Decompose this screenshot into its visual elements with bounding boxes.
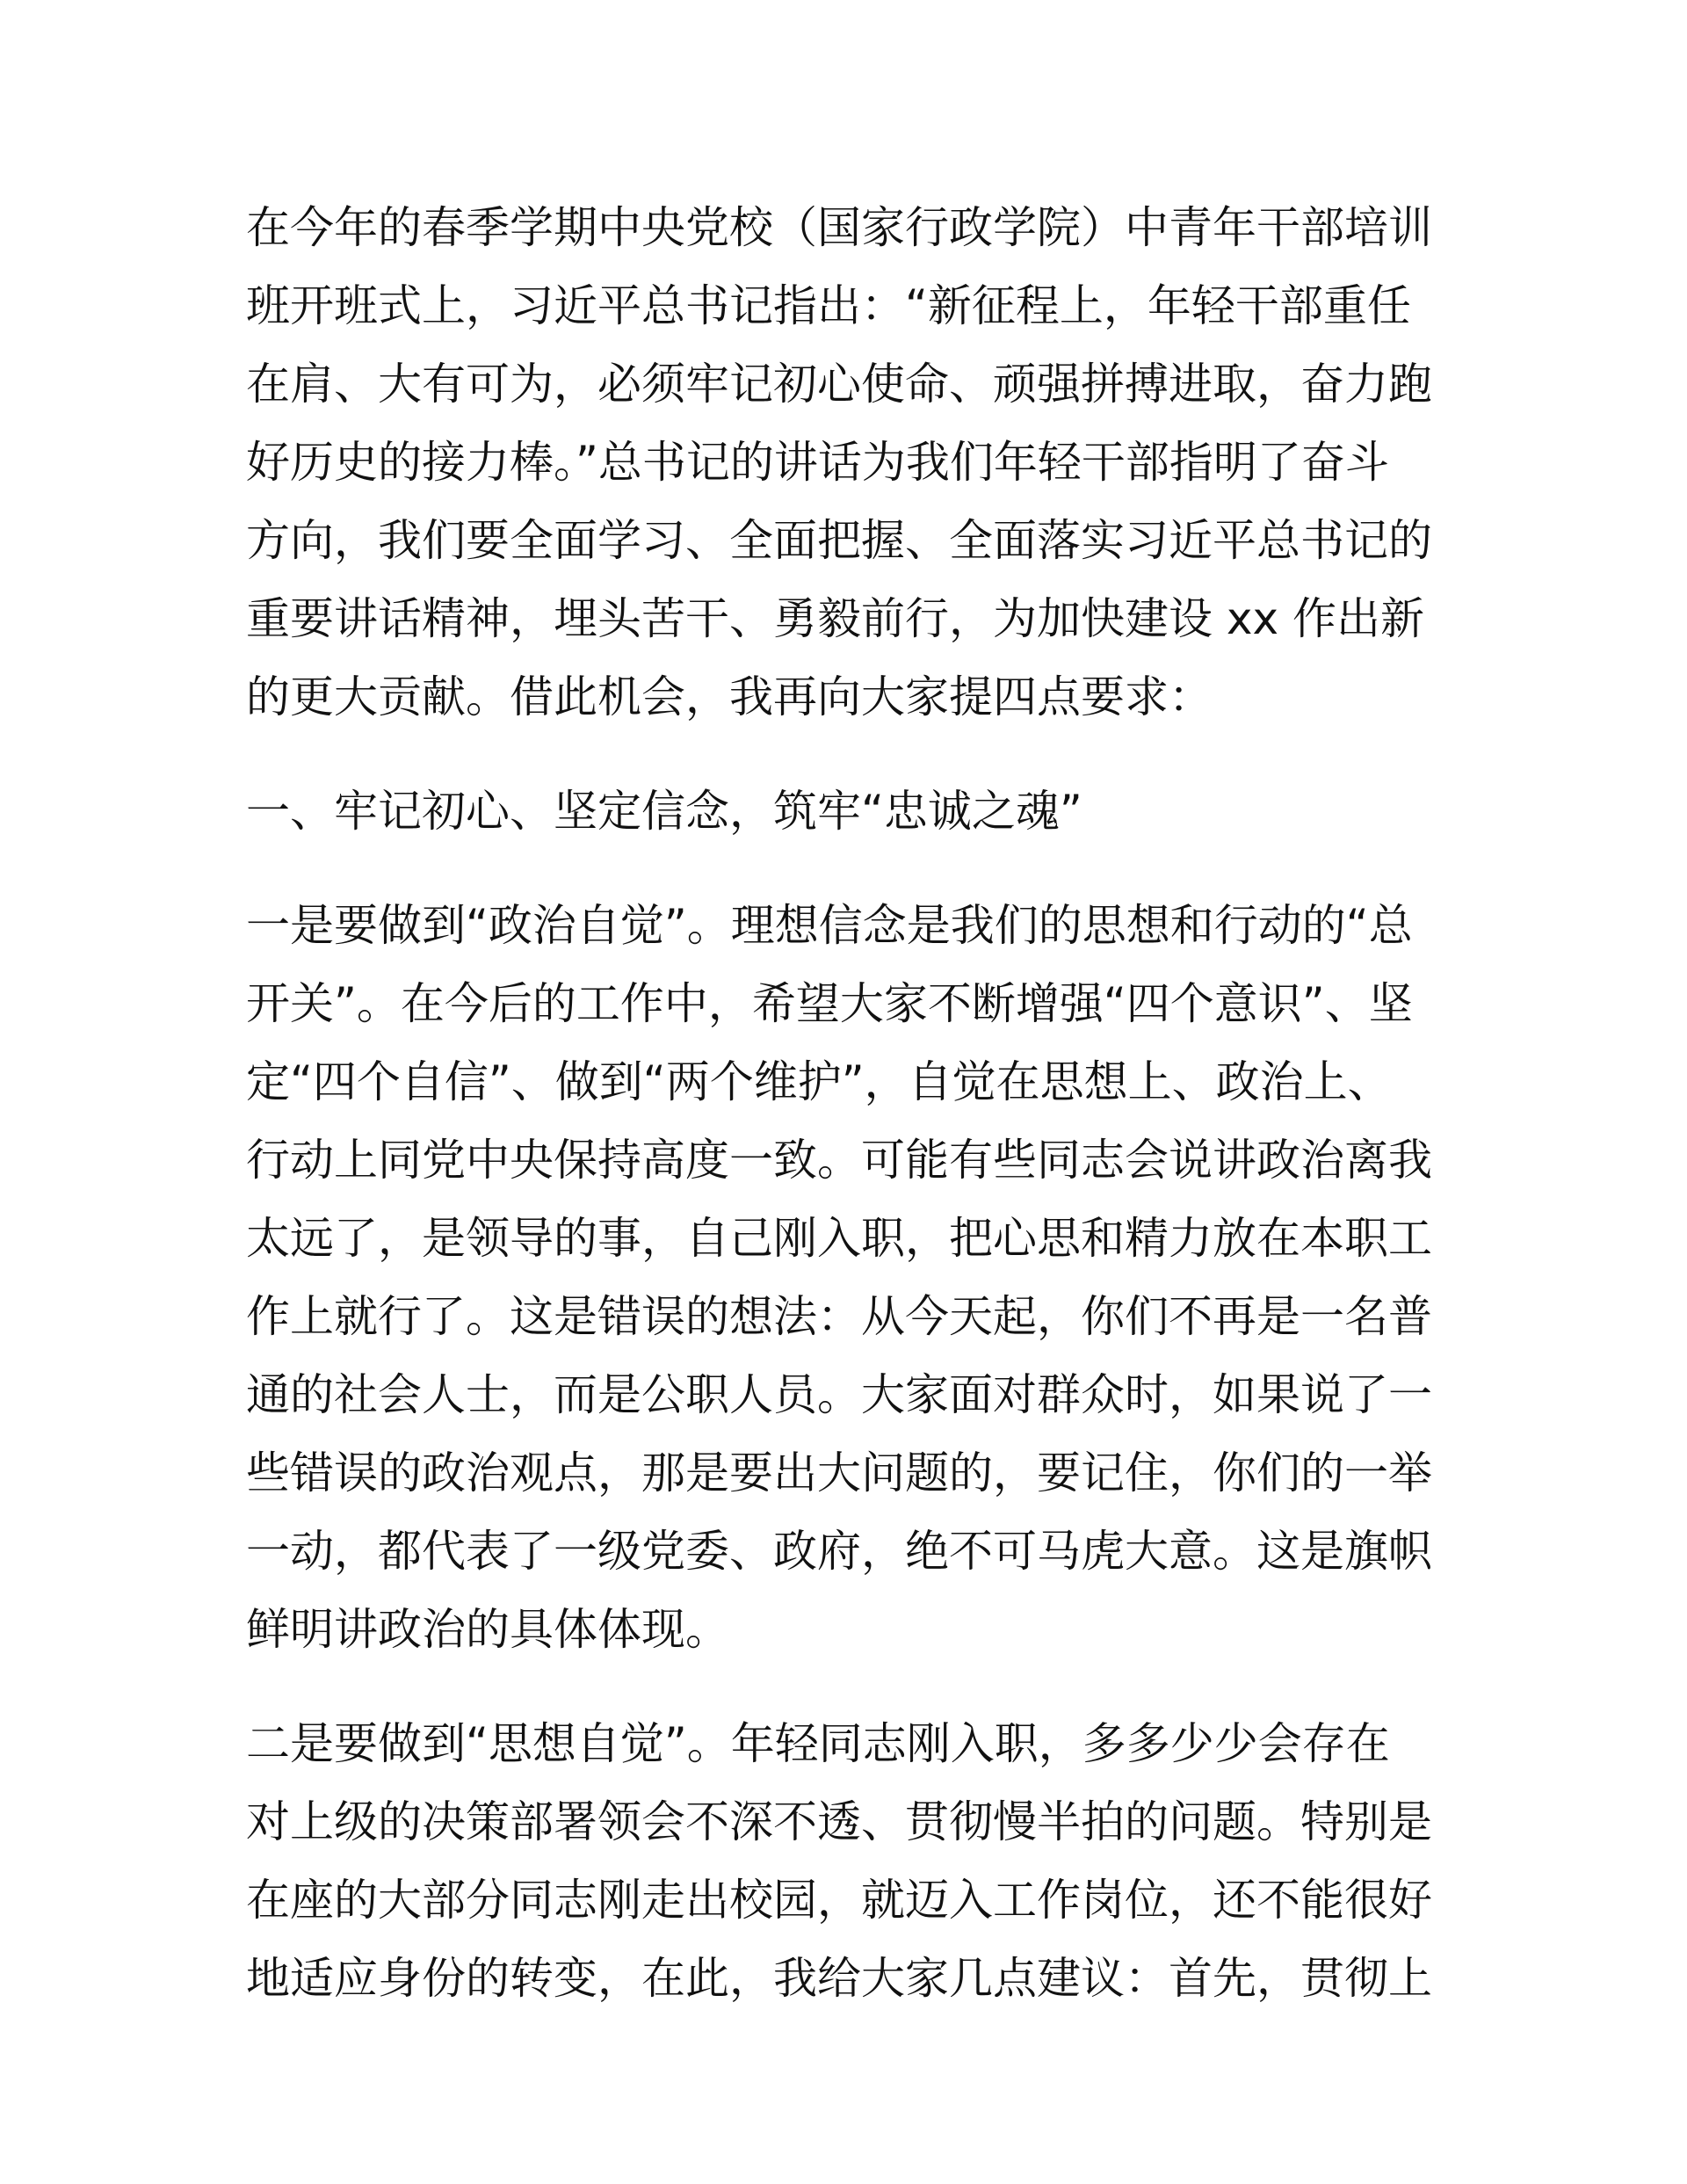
text-line: 鲜明讲政治的具体体现。 xyxy=(246,1604,729,1655)
paragraph-intro xyxy=(246,189,1445,736)
text-line: 方向，我们要全面学习、全面把握、全面落实习近平总书记的 xyxy=(246,515,1432,566)
text-line: 些错误的政治观点，那是要出大问题的，要记住，你们的一举 xyxy=(246,1448,1432,1498)
text-line: 地适应身份的转变，在此，我给大家几点建议：首先，贯彻上 xyxy=(246,1953,1432,2004)
text-line: 在今年的春季学期中央党校（国家行政学院）中青年干部培训 xyxy=(246,202,1432,253)
text-line: 在座的大部分同志刚走出校园，就迈入工作岗位，还不能很好 xyxy=(246,1875,1432,1926)
text-line: 定“四个自信”、做到“两个维护”，自觉在思想上、政治上、 xyxy=(246,1056,1392,1107)
text-line: 一动，都代表了一级党委、政府，绝不可马虎大意。这是旗帜 xyxy=(246,1526,1432,1577)
paragraph-political-awareness xyxy=(246,887,1445,1669)
document-body xyxy=(246,189,1445,2054)
text-line: 通的社会人士，而是公职人员。大家面对群众时，如果说了一 xyxy=(246,1369,1432,1420)
text-line: 一、牢记初心、坚定信念，筑牢“忠诚之魂” xyxy=(246,786,1082,837)
text-line: 太远了，是领导的事，自己刚入职，把心思和精力放在本职工 xyxy=(246,1213,1432,1264)
paragraph-ideological-awareness xyxy=(246,1705,1445,2018)
text-line: 好历史的接力棒。”总书记的讲话为我们年轻干部指明了奋斗 xyxy=(246,437,1389,488)
text-line: 在肩、大有可为，必须牢记初心使命、顽强拼搏进取，奋力跑 xyxy=(246,359,1432,410)
text-line: 的更大贡献。借此机会，我再向大家提四点要求： xyxy=(246,671,1213,722)
text-line: 重要讲话精神，埋头苦干、勇毅前行，为加快建设 xx 作出新 xyxy=(246,593,1424,644)
text-line: 班开班式上，习近平总书记指出：“新征程上，年轻干部重任 xyxy=(246,280,1411,331)
text-line: 一是要做到“政治自觉”。理想信念是我们的思想和行动的“总 xyxy=(246,900,1413,951)
text-line: 对上级的决策部署领会不深不透、贯彻慢半拍的问题。特别是 xyxy=(246,1796,1432,1847)
text-line: 二是要做到“思想自觉”。年轻同志刚入职，多多少少会存在 xyxy=(246,1718,1390,1769)
text-line: 作上就行了。这是错误的想法：从今天起，你们不再是一名普 xyxy=(246,1291,1432,1342)
text-line: 开关”。在今后的工作中，希望大家不断增强“四个意识”、坚 xyxy=(246,978,1413,1029)
section-heading xyxy=(246,773,1445,851)
text-line: 行动上同党中央保持高度一致。可能有些同志会说讲政治离我 xyxy=(246,1135,1432,1186)
